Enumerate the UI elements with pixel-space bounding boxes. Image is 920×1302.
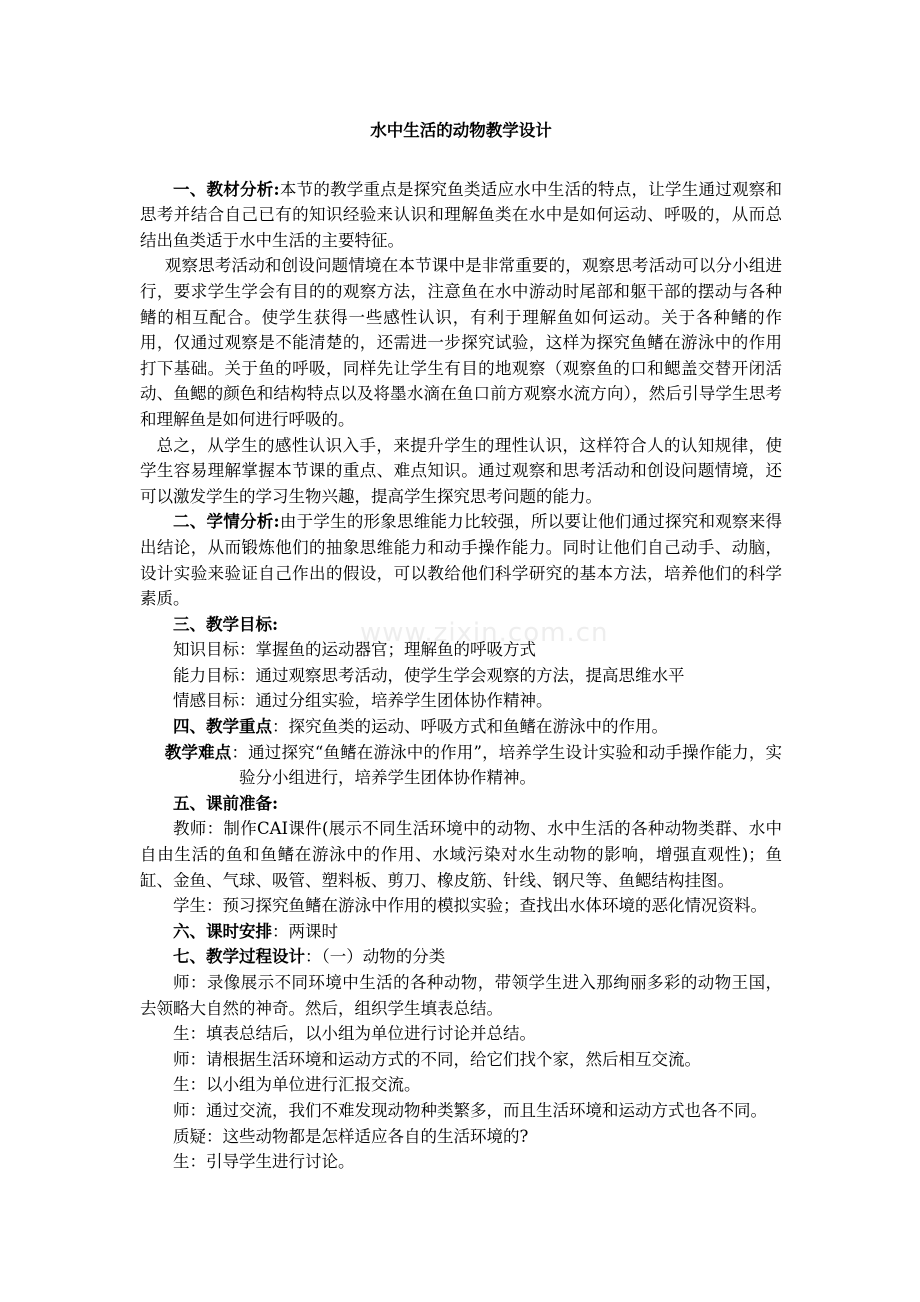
section-6-heading: 六、课时安排: [173, 921, 272, 941]
section-4-heading: 四、教学重点: [173, 717, 272, 737]
section-4-paragraph: [140, 714, 782, 740]
watermark: www.zixin.com.cn: [360, 618, 609, 648]
process-line: 师：请根据生活环境和运动方式的不同，给它们找个家，然后相互交流。: [173, 1049, 701, 1069]
section-1-paragraph-2: 观察思考活动和创设问题情境在本节课中是非常重要的，观察思考活动可以分小组进行，要求学生学会有目的的观察方法，注意鱼在水中游动时尾部和躯干部的摆动与各种鳍的相互配合。使学生获得一些感性认识，有利于理解鱼如何运动。关于各种鳍的作用，仅通过观察是不能清楚的，还需进一步探究试验，这样为探究鱼鳍在游泳中的作用打下基础。关于鱼的呼吸，同样先让学生有目的地观察（观察鱼的口和鳃盖交替开闭活动、鱼鳃的颜色和结构特点以及将墨水滴在鱼口前方观察水流方向），然后引导学生思考和理解鱼是如何进行呼吸的。: [140, 256, 782, 429]
teaching-difficulty-text: ：通过探究“鱼鳍在游泳中的作用”，培养学生设计实验和动手操作能力，实验分小组进行，培养学生团体协作精神。: [231, 742, 783, 788]
section-5-heading: 五、课前准备:: [173, 793, 279, 813]
section-2-paragraph: [140, 509, 782, 611]
teacher-preparation: 教师：制作CAI课件(展示不同生活环境中的动物、水中生活的各种动物类群、水中自由生活的鱼和鱼鳍在游泳中的作用、水域污染对水生动物的影响，增强直观性)；鱼缸、金鱼、气球、吸管、塑料板、剪刀、橡皮筋、针线、钢尺等、鱼鳃结构挂图。: [140, 819, 782, 890]
section-1-text: 本节的教学重点是探究鱼类适应水中生活的特点，让学生通过观察和思考并结合自己已有的知识经验来认识和理解鱼类在水中是如何运动、呼吸的，从而总结出鱼类适于水中生活的主要特征。: [140, 179, 783, 250]
section-4-text: ：探究鱼类的运动、呼吸方式和鱼鳍在游泳中的作用。: [272, 717, 668, 737]
document-page: [140, 118, 782, 1175]
process-line: 生：以小组为单位进行汇报交流。: [173, 1075, 421, 1095]
section-2-heading: 二、学情分析:: [173, 512, 280, 532]
process-line: 生：填表总结后，以小组为单位进行讨论并总结。: [173, 1024, 536, 1044]
process-line: 师：通过交流，我们不难发现动物种类繁多，而且生活环境和运动方式也各不同。: [173, 1100, 767, 1120]
section-7-subtitle: ：（一）动物的分类: [305, 947, 446, 967]
section-7-heading: 七、教学过程设计: [173, 947, 305, 967]
emotion-goal: 情感目标：通过分组实验，培养学生团体协作精神。: [173, 691, 553, 711]
teaching-difficulty-heading: 教学难点: [164, 742, 232, 762]
document-title: 水中生活的动物教学设计: [370, 121, 552, 140]
section-1-paragraph-1: [140, 177, 782, 254]
process-line: 师：录像展示不同环境中生活的各种动物，带领学生进入那绚丽多彩的动物王国，去领略大自然的神奇。然后，组织学生填表总结。: [140, 973, 782, 1018]
student-preparation: 学生：预习探究鱼鳍在游泳中作用的模拟实验；查找出水体环境的恶化情况资料。: [173, 896, 767, 916]
process-line: 质疑：这些动物都是怎样适应各自的生活环境的?: [173, 1126, 529, 1146]
section-1-paragraph-3: 总之，从学生的感性认识入手，来提升学生的理性认识，这样符合人的认知规律，使学生容易理解掌握本节课的重点、难点知识。通过观察和思考活动和创设问题情境，还可以激发学生的学习生物兴趣，提高学生探究思考问题的能力。: [140, 435, 782, 506]
ability-goal: 能力目标：通过观察思考活动，使学生学会观察的方法，提高思维水平: [173, 665, 685, 685]
section-6-text: ：两课时: [272, 921, 338, 941]
teaching-difficulty: [140, 740, 782, 791]
section-2-text: 由于学生的形象思维能力比较强，所以要让他们通过探究和观察来得出结论，从而锻炼他们的抽象思维能力和动手操作能力。同时让他们自己动手、动脑，设计实验来验证自己作出的假设，可以教给他们科学研究的基本方法，培养他们的科学素质。: [140, 512, 783, 609]
section-1-heading: 一、教材分析:: [173, 179, 280, 199]
section-6-paragraph: [140, 919, 782, 945]
process-line: 生：引导学生进行讨论。: [173, 1152, 355, 1172]
section-7-paragraph: [140, 944, 782, 970]
knowledge-goal: 知识目标：掌握鱼的运动器官；理解鱼的呼吸方式: [173, 640, 536, 660]
section-3-heading: 三、教学目标:: [173, 614, 279, 634]
